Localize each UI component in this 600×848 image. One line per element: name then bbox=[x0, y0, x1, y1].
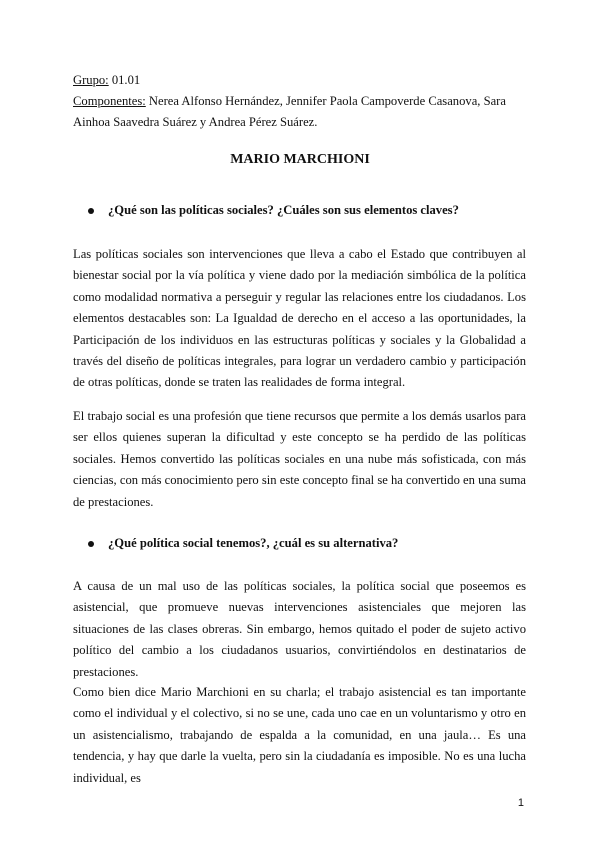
section-heading-1 bbox=[88, 203, 528, 218]
section-heading-text: ¿Qué política social tenemos?, ¿cuál es su alternativa? bbox=[108, 536, 399, 550]
components-line-2 bbox=[73, 112, 526, 133]
paragraph: El trabajo social es una profesión que tiene recursos que permite a los demás usarlos para ser ellos quienes superan la dificultad y este concepto se ha perdido de las políticas sociales. Hemos convertido las políticas sociales en una nube más sofisticada, con más ciencias, con más conocimiento pero sin este concepto final se ha convertido en una suma de prestaciones. bbox=[73, 409, 526, 509]
components-value-line1: Nerea Alfonso Hernández, Jennifer Paola Campoverde Casanova, Sara bbox=[145, 94, 506, 108]
components-label: Componentes: bbox=[73, 94, 146, 108]
page-title: MARIO MARCHIONI bbox=[230, 152, 370, 167]
paragraph: A causa de un mal uso de las políticas sociales, la política social que poseemos es asistencial, que promueve nuevas intervenciones asistenciales que mejoren las situaciones de las clases obreras. Sin embargo, hemos quitado el poder de sujeto activo político del cambio a los ciudadanos usuarios, convirtiéndolos en destinatarios de prestaciones. bbox=[73, 579, 526, 679]
components-value-line2: Ainhoa Saavedra Suárez y Andrea Pérez Suárez. bbox=[73, 115, 318, 129]
paragraph: Las políticas sociales son intervenciones que lleva a cabo el Estado que contribuyen al bienestar social por la vía política y viene dado por la mediación simbólica de la política como modalidad normativa a perseguir y regular las relaciones entre los ciudadanos. Los elementos destacables son: La Igualdad de derecho en el acceso a las oportunidades, la Participación de los individuos en las estructuras políticas y sociales y la Globalidad a través del diseño de políticas integrales, para lograr un verdadero cambio y participación de otras políticas, donde se traten las realidades de forma integral. bbox=[73, 247, 526, 390]
components-line bbox=[73, 91, 526, 112]
page-number: 1 bbox=[517, 797, 524, 809]
section-heading-2 bbox=[88, 536, 528, 551]
group-line bbox=[73, 70, 526, 91]
group-value: 01.01 bbox=[108, 73, 141, 87]
bullet-icon bbox=[88, 208, 94, 214]
group-label: Grupo: bbox=[73, 73, 109, 87]
bullet-icon bbox=[88, 541, 94, 547]
paragraph: Como bien dice Mario Marchioni en su charla; el trabajo asistencial es tan importante como el individual y el colectivo, si no se une, cada uno cae en un voluntarismo y otro en un asistencialismo, trabajando de espalda a la comunidad, en una jaula… Es una tendencia, y hay que darle la vuelta, pero sin la ciudadanía es imposible. No es una lucha individual, es bbox=[73, 685, 526, 785]
section-heading-text: ¿Qué son las políticas sociales? ¿Cuáles son sus elementos claves? bbox=[108, 203, 459, 217]
